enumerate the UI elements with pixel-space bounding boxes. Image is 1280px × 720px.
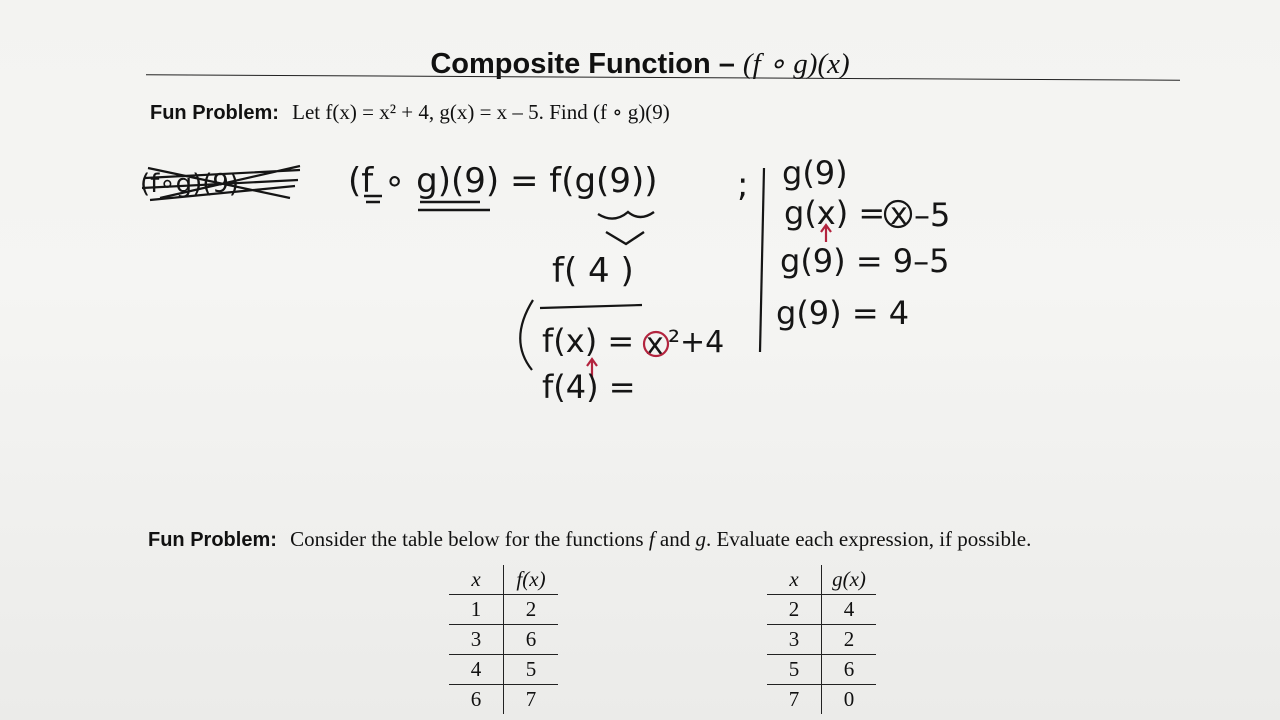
table-row [449,685,558,715]
table-cell: 7 [525,687,537,711]
problem-2-label: Fun Problem: [148,529,277,551]
title-text: Composite Function – [430,48,743,80]
table-header-cell: g(x) [822,565,877,595]
table-cell: 2 [504,595,559,625]
problem-1-find: Find [549,100,593,124]
table-cell: 6 [449,685,504,715]
table-cell: 7 [767,685,822,715]
problem-2-f: f [648,527,655,551]
fraction-bar [540,305,642,308]
table-cell: 2 [767,595,822,625]
table-cell: 4 [449,655,504,685]
table-row [449,655,558,685]
g-line-4: g(9) = 4 [776,294,910,332]
table-row [449,625,558,655]
problem-2 [148,527,1031,552]
g-line-3: g(9) = 9–5 [780,242,950,280]
problem-2-g: g [695,527,706,551]
f-of-4: f( 4 ) [552,251,634,291]
table-row [767,625,876,655]
title-math: (f ∘ g)(x) [742,48,850,80]
table-cell: 6 [504,625,559,655]
table-cell: 1 [449,595,504,625]
table-row [449,595,558,625]
work-divider [760,168,764,352]
table-g [767,565,876,714]
table-cell: 5 [767,655,822,685]
f-of-x-left: f(x) = [542,322,635,360]
table-cell: 3 [767,625,822,655]
f-of-x-variable: x [646,327,664,362]
table-cell: 6 [822,655,877,685]
f-of-4-evaluation: f(4) = [542,368,636,406]
crossed-out-expression: (f∘g)(9) [140,169,240,199]
g-line-2-tail: –5 [914,196,951,234]
problem-1-target: (f ∘ g)(9) [592,100,670,124]
main-equation: (f ∘ g)(9) = f(g(9)) [348,161,658,201]
g-line-1: g(9) [782,154,848,192]
table-header-cell: x [767,565,822,595]
separator-semicolon: ; [737,165,749,205]
table-header-row [449,565,558,595]
table-header-cell: x [449,565,504,595]
g-line-2: g(x) = [784,194,886,232]
table-cell: 2 [822,625,877,655]
table-header-cell: f(x) [504,565,559,595]
table-row [767,655,876,685]
table-cell: 3 [449,625,504,655]
table-cell: 5 [504,655,559,685]
underline-marks [364,196,654,244]
table-row [767,685,876,715]
table-f [449,565,558,714]
table-row [767,595,876,625]
bracket-mark [520,300,533,370]
problem-1-prefix: Let [292,100,326,124]
problem-2-text-c: . Evaluate each expression, if possible. [705,527,1032,551]
f-definition: f(x) = x² + 4, [325,100,435,124]
table-cell: 4 [822,595,877,625]
problem-2-text-b: and [654,527,696,551]
problem-2-text-a: Consider the table below for the functions [290,527,649,551]
g-line-2-variable: x [890,197,908,232]
table-header-row [767,565,876,595]
problem-1-label: Fun Problem: [150,102,279,124]
g-definition: g(x) = x – 5. [439,100,544,124]
table-cell: 0 [843,687,855,711]
f-of-x-right: ²+4 [668,325,725,360]
